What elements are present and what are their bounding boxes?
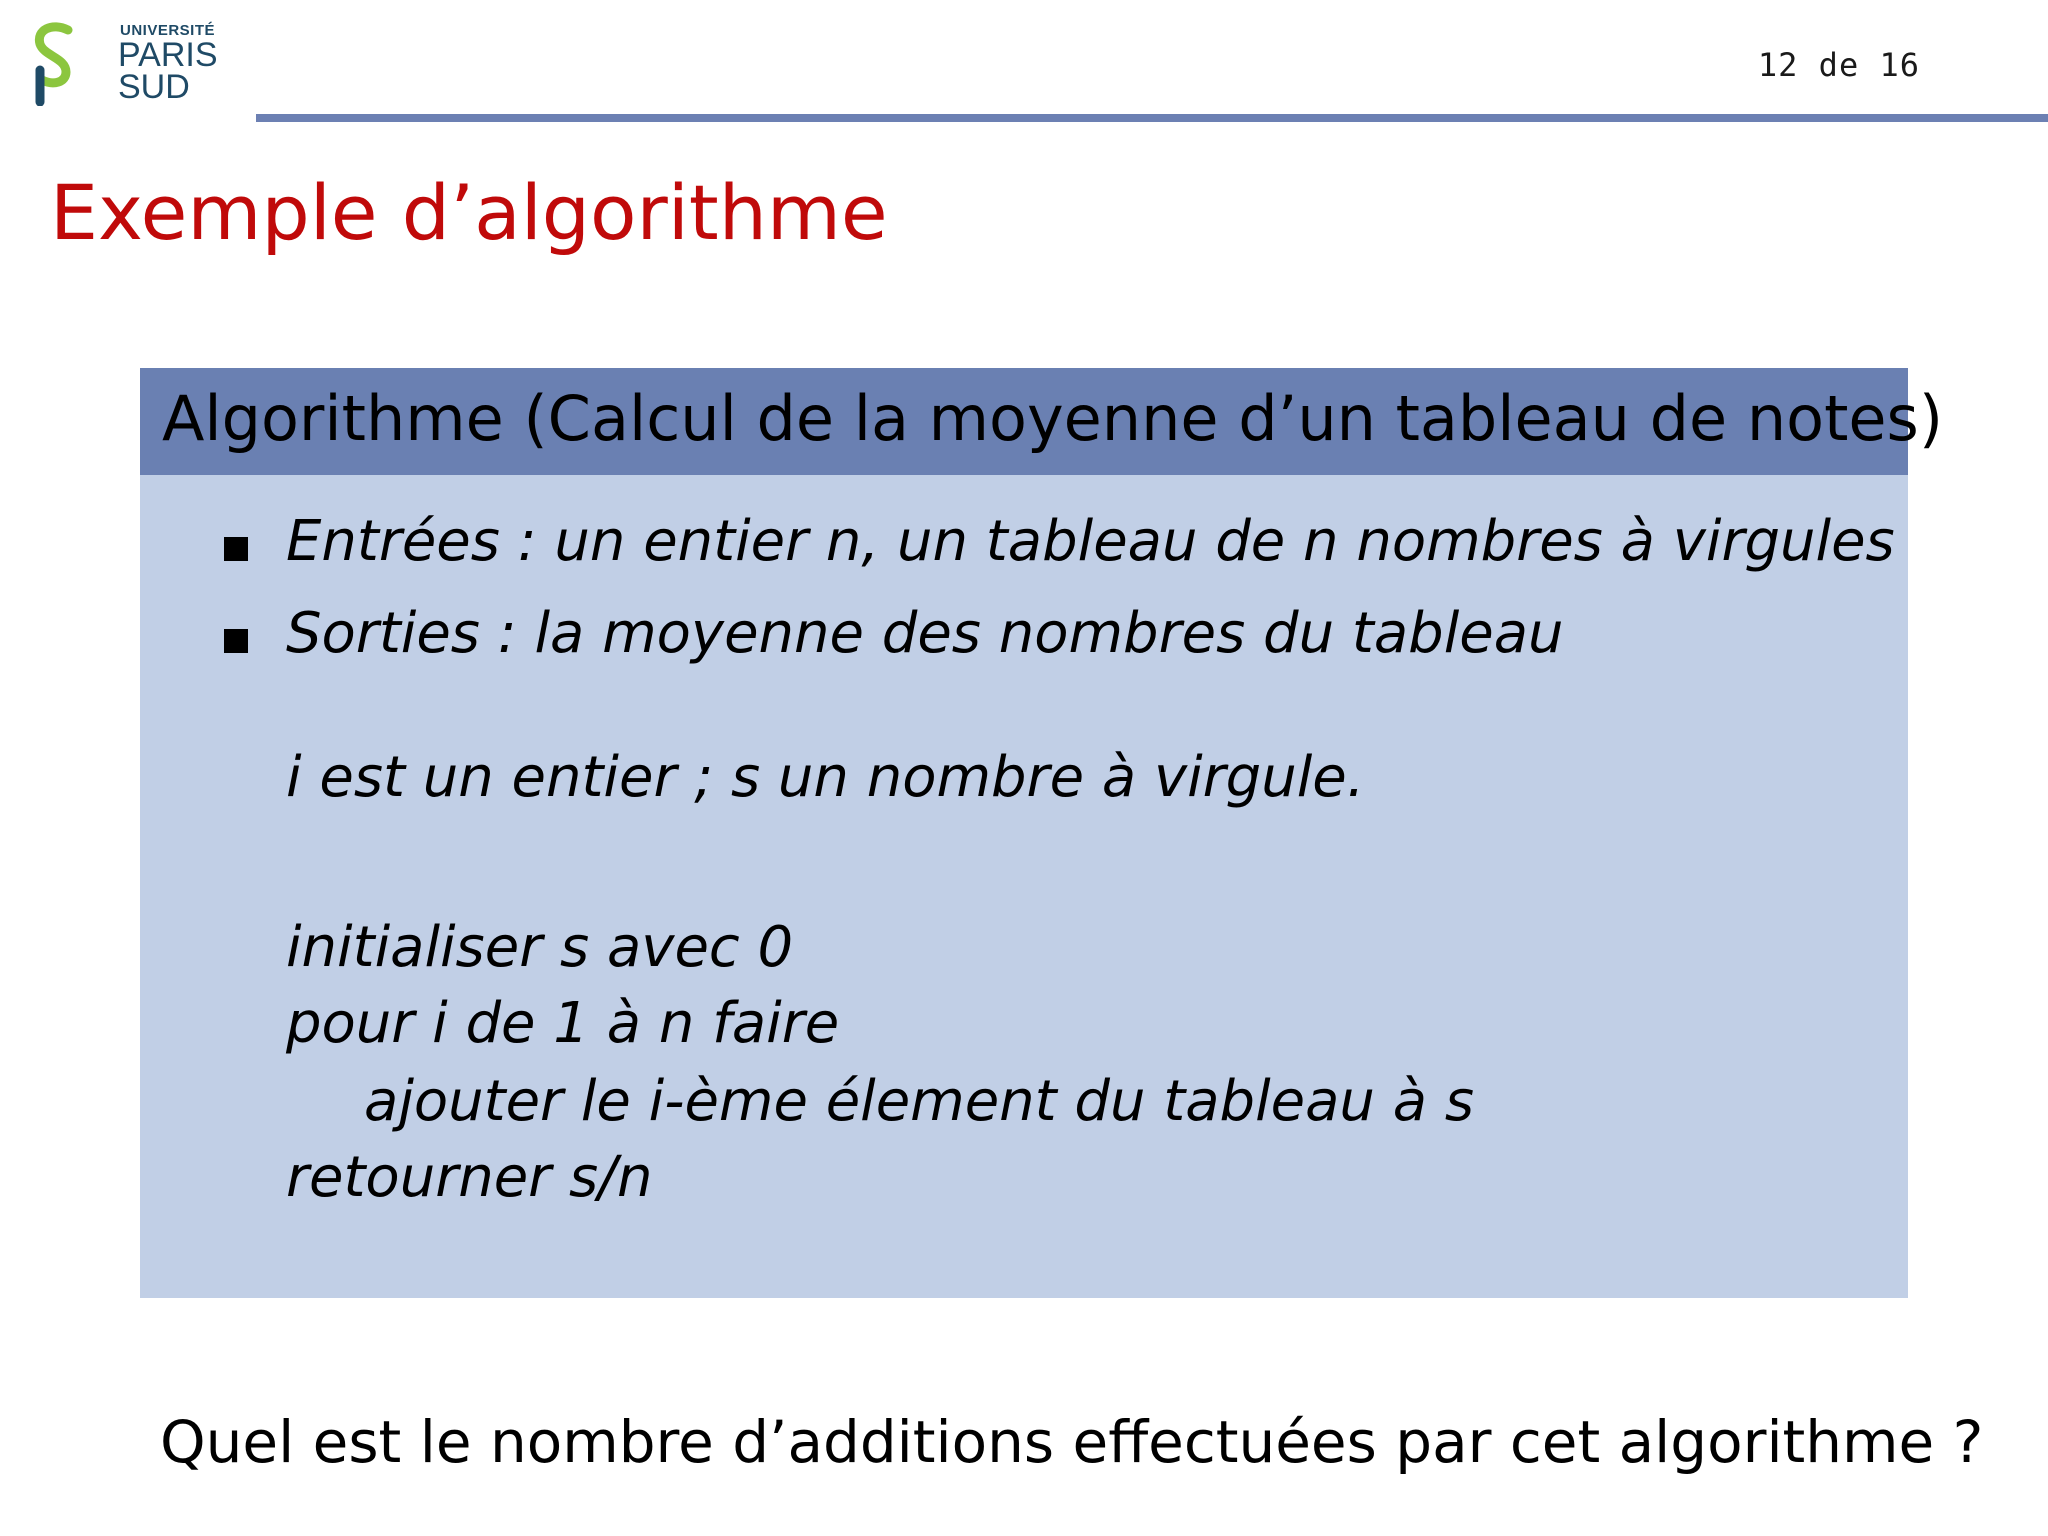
algorithm-block — [140, 368, 1944, 1298]
page-number: 12 de 16 — [1757, 46, 1920, 84]
slide-title: Exemple d’algorithme — [50, 168, 888, 257]
variable-declaration: i est un entier ; s un nombre à virgule. — [286, 745, 1365, 810]
code-line: retourner s/n — [286, 1145, 653, 1210]
logo-line-sud: SUD — [118, 68, 190, 106]
code-line-indented: ajouter le i-ème élement du tableau à s — [364, 1069, 1474, 1134]
bullet-square-icon — [224, 629, 248, 653]
logo-line-universite: UNIVERSITÉ — [120, 22, 216, 39]
algorithm-block-header — [140, 368, 1944, 475]
code-line: initialiser s avec 0 — [286, 915, 794, 980]
algorithm-title: Algorithme (Calcul de la moyenne d’un tableau de notes) — [162, 382, 1944, 455]
algorithm-body — [140, 475, 1908, 1298]
question-text: Quel est le nombre d’additions effectuées par cet algorithme ? — [160, 1408, 1984, 1476]
header-divider — [256, 114, 2048, 122]
bullet-inputs: Entrées : un entier n, un tableau de n nombres à virgules — [286, 509, 1895, 574]
university-logo — [34, 22, 218, 106]
paris-sud-s-icon — [34, 22, 74, 106]
logo-line-paris: PARIS — [118, 36, 218, 74]
bullet-outputs: Sorties : la moyenne des nombres du tableau — [286, 601, 1564, 666]
bullet-square-icon — [224, 537, 248, 561]
code-line: pour i de 1 à n faire — [286, 991, 840, 1056]
